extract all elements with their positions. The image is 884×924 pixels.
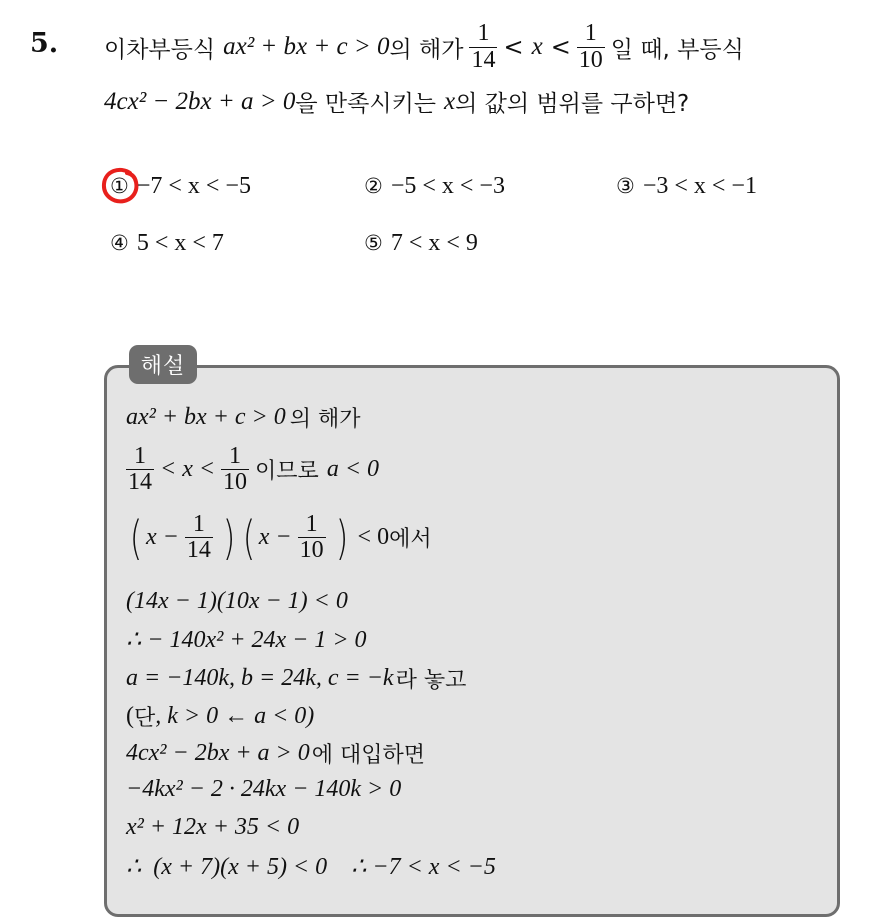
- option-text: −3 < x < −1: [642, 173, 757, 199]
- option-marker: ⑤: [364, 231, 383, 255]
- solution-line-5: [126, 625, 367, 654]
- option-2[interactable]: [364, 173, 505, 200]
- option-text: −5 < x < −3: [390, 173, 505, 199]
- solution-math: 4cx² − 2bx + a > 0: [126, 740, 310, 766]
- question-prefix: 이차부등식: [104, 36, 216, 63]
- solution-math: ∴ (x + 7)(x + 5) < 0 ∴ −7 < x < −5: [126, 854, 496, 880]
- question-inequality: ax² + bx + c > 0: [223, 33, 390, 60]
- solution-text: 이므로: [255, 459, 319, 485]
- solution-line-9: [126, 776, 401, 803]
- solution-math: , k > 0 ← a < 0): [155, 703, 315, 729]
- question-mid: 의 해가: [389, 36, 464, 63]
- option-marker: ②: [364, 174, 383, 198]
- solution-label: 해설: [129, 345, 197, 384]
- variable-x: x: [531, 33, 543, 60]
- solution-text: 라 놓고: [395, 668, 467, 693]
- solution-text: 에 대입하면: [311, 743, 426, 768]
- question-suffix-2: 의 값의 범위를 구하면?: [455, 91, 690, 117]
- solution-line-7: [126, 701, 314, 732]
- solution-line-1: [126, 402, 361, 433]
- solution-line-10: [126, 814, 299, 841]
- fraction-1-14: $\frac{1}{14}$: [471, 20, 496, 73]
- fraction-1-14: $\frac{1}{14}$: [186, 511, 211, 564]
- option-text: −7 < x < −5: [136, 173, 251, 199]
- solution-line-11: [126, 852, 496, 881]
- fraction-1-10: $\frac{1}{10}$: [578, 20, 603, 73]
- right-paren: ): [222, 510, 236, 565]
- fraction-1-10: $\frac{1}{10}$: [223, 443, 248, 496]
- solution-line-2: [126, 444, 379, 495]
- left-paren: (: [129, 510, 143, 565]
- option-marker: ④: [110, 231, 129, 255]
- solution-math: a < 0: [326, 456, 380, 483]
- solution-text: 단: [134, 706, 156, 731]
- question-suffix: 일 때, 부등식: [610, 36, 744, 63]
- option-1[interactable]: [110, 173, 251, 200]
- solution-line-4: [126, 588, 348, 615]
- solution-text: 에서: [389, 527, 432, 553]
- option-marker: ①: [110, 174, 129, 198]
- question-line-1: [104, 20, 744, 74]
- option-text: 5 < x < 7: [136, 230, 224, 256]
- solution-math: ∴ − 140x² + 24x − 1 > 0: [126, 627, 367, 653]
- solution-math: ax² + bx + c > 0: [126, 404, 286, 430]
- fraction-1-14: $\frac{1}{14}$: [128, 443, 152, 496]
- left-paren: (: [242, 510, 256, 565]
- less-than: <: [503, 33, 524, 61]
- solution-math: < 0: [357, 524, 390, 551]
- variable-x: x: [444, 87, 456, 115]
- solution-math: (14x − 1)(10x − 1) < 0: [126, 588, 348, 614]
- less-than: <: [550, 33, 571, 61]
- option-text: 7 < x < 9: [390, 230, 478, 256]
- solution-math: −4kx² − 2 · 24kx − 140k > 0: [126, 776, 402, 802]
- solution-line-3: [126, 512, 432, 563]
- solution-line-8: [126, 738, 425, 769]
- option-5[interactable]: [364, 230, 478, 257]
- solution-math: < x <: [160, 456, 216, 483]
- question-number: 5.: [30, 28, 59, 59]
- solution-math: (: [126, 703, 134, 729]
- option-4[interactable]: [110, 230, 224, 257]
- question-mid-2: 을 만족시키는: [295, 91, 437, 117]
- solution-math: x −: [258, 524, 292, 551]
- option-marker: ③: [616, 174, 635, 198]
- solution-text: 의 해가: [289, 407, 361, 432]
- solution-line-6: [126, 663, 466, 694]
- fraction-1-10: $\frac{1}{10}$: [299, 511, 324, 564]
- target-inequality: 4cx² − 2bx + a > 0: [104, 87, 296, 115]
- question-line-2: [104, 85, 689, 118]
- solution-math: x² + 12x + 35 < 0: [126, 814, 300, 840]
- solution-math: a = −140k, b = 24k, c = −k: [126, 665, 394, 691]
- right-paren: ): [335, 510, 348, 565]
- option-3[interactable]: [616, 173, 757, 200]
- solution-math: x −: [145, 524, 179, 551]
